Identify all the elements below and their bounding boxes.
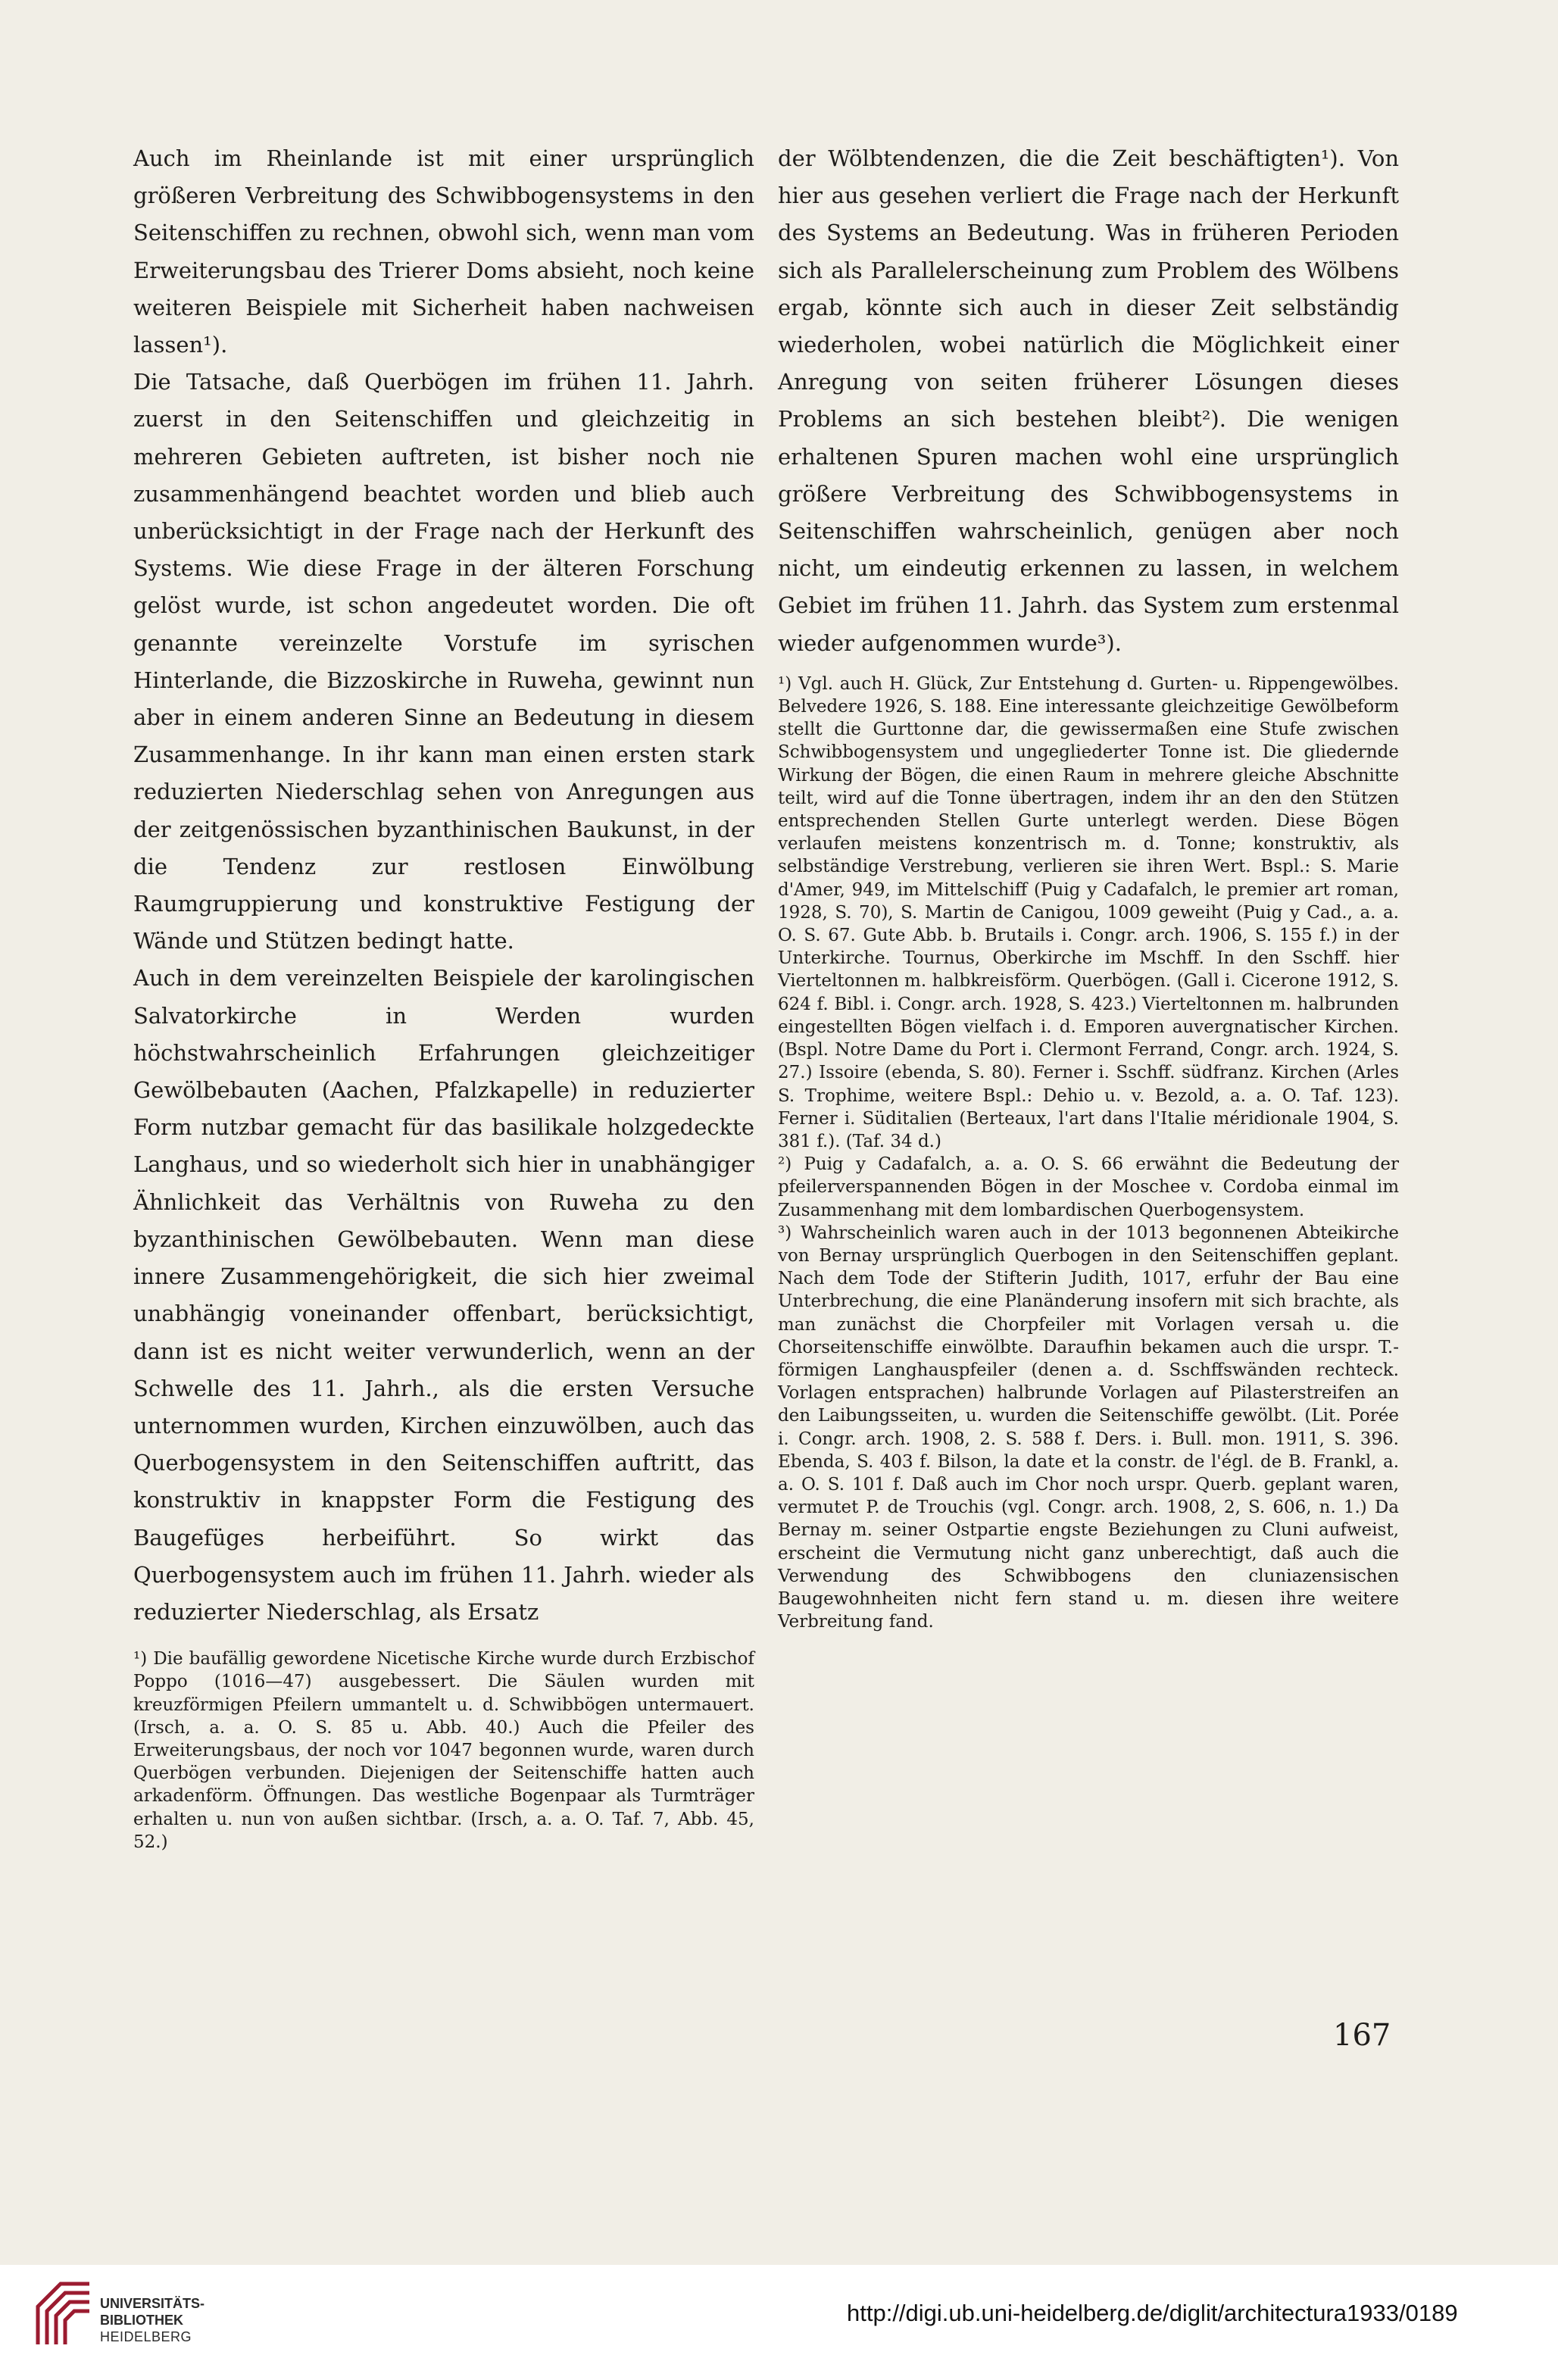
library-name-line: BIBLIOTHEK: [100, 2313, 183, 2328]
footnote: ¹) Vgl. auch H. Glück, Zur Entstehung d. Gurten- u. Rippengewölbes. Belvedere 1926, S. 188. Eine interessante gleichzeitige Gewölbeform stellt die Gurttonne dar, die gewissermaßen eine Stufe zwischen Schwibbogensystem und ungegliederter Tonne ist. Die gliedernde Wirkung der Bögen, die einen Raum in mehrere gleiche Abschnitte teilt, wird auf die Tonne übertragen, indem ihr an den den Stützen entsprechenden Stellen Gurte unterlegt werden. Diese Bögen verlaufen meistens konzentrisch m. d. Tonne; konstruktiv, als selbständige Verstrebung, verlieren sie ihren Wert. Bspl.: S. Marie d'Amer, 949, im Mittelschiff (Puig y Cadafalch, le premier art roman, 1928, S. 70), S. Martin de Canigou, 1009 geweiht (Puig y Cad., a. a. O. S. 67. Gute Abb. b. Brutails i. Congr. arch. 1906, S. 155 f.) in der Unterkirche. Tournus, Oberkirche im Mschff. In den Sschff. hier Vierteltonnen m. halbkreisförm. Querbögen. (Gall i. Cicerone 1912, S. 624 f. Bibl. i. Congr. arch. 1928, S. 423.) Vierteltonnen m. halbrunden eingestellten Bögen vielfach i. d. Emporen auvergnatischer Kirchen. (Bspl. Notre Dame du Port i. Clermont Ferrand, Congr. arch. 1924, S. 27.) Issoire (ebenda, S. 80). Ferner i. Sschff. südfranz. Kirchen (Arles S. Trophime, weitere Bspl.: Dehio u. v. Bezold, a. a. O. Taf. 123). Ferner i. Süditalien (Berteaux, l'art dans l'Italie méridionale 1904, S. 381 f.). (Taf. 34 d.): [778, 673, 1399, 1151]
footnote: ²) Puig y Cadafalch, a. a. O. S. 66 erwähnt die Bedeutung der pfeilerverspannenden Bögen in der Moschee v. Cordoba einmal im Zusammenhang mit dem lombardischen Querbogensystem.: [778, 1154, 1399, 1220]
source-url-link[interactable]: http://digi.ub.uni-heidelberg.de/diglit/architectura1933/0189: [847, 2300, 1458, 2326]
body-paragraph: der Wölbtendenzen, die die Zeit beschäftigten¹). Von hier aus gesehen verliert die Frage nach der Herkunft des Systems an Bedeutung. Was in früheren Perioden sich als Parallelerscheinung zum Problem des Wölbens ergab, könnte sich auch in dieser Zeit selbständig wiederholen, wobei natürlich die Möglichkeit einer Anregung von seiten früherer Lösungen dieses Problems an sich bestehen bleibt²). Die wenigen erhaltenen Spuren machen wohl eine ursprünglich größere Verbreitung des Schwibbogensystems in Seitenschiffen wahrscheinlich, genügen aber noch nicht, um eindeutig erkennen zu lassen, in welchem Gebiet im frühen 11. Jahrh. das System zum erstenmal wieder aufgenommen wurde³).: [778, 145, 1399, 656]
library-name-line: HEIDELBERG: [100, 2329, 192, 2344]
body-paragraph: Auch in dem vereinzelten Beispiele der karolingischen Salvatorkirche in Werden wurden höchstwahrscheinlich Erfahrungen gleichzeitiger Gewölbebauten (Aachen, Pfalzkapelle) in reduzierter Form nutzbar gemacht für das basilikale holzgedeckte Langhaus, und so wiederholt sich hier in unabhängiger Ähnlichkeit das Verhältnis von Ruweha zu den byzanthinischen Gewölbebauten. Wenn man diese innere Zusammengehörigkeit, die sich hier zweimal unabhängig voneinander offenbart, berücksichtigt, dann ist es nicht weiter verwunderlich, wenn an der Schwelle des 11. Jahrh., als die ersten Versuche unternommen wurden, Kirchen einzuwölben, auch das Querbogensystem in den Seitenschiffen auftritt, das konstruktiv in knappster Form die Festigung des Baugefüges herbeiführt. So wirkt das Querbogensystem auch im frühen 11. Jahrh. wieder als reduzierter Niederschlag, als Ersatz: [133, 965, 754, 1625]
footnote: ³) Wahrscheinlich waren auch in der 1013 begonnenen Abteikirche von Bernay ursprünglich Querbogen in den Seitenschiffen geplant. Nach dem Tode der Stifterin Judith, 1017, erfuhr der Bau eine Unterbrechung, die eine Planänderung insofern mit sich brachte, als man zunächst die Chorpfeiler mit Vorlagen versah u. die Chorseitenschiffe einwölbte. Daraufhin bekamen auch die urspr. T.-förmigen Langhauspfeiler (denen a. d. Sschffswänden rechteck. Vorlagen entsprachen) halbrunde Vorlagen auf Pilasterstreifen an den Laibungsseiten, u. wurden die Seitenschiffe gewölbt. (Lit. Porée i. Congr. arch. 1908, 2. S. 588 f. Ders. i. Bull. mon. 1911, S. 396. Ebenda, S. 403 f. Bilson, la date et la constr. de l'égl. de B. Frankl, a. a. O. S. 101 f. Daß auch im Chor noch urspr. Querb. geplant waren, vermutet P. de Trouchis (vgl. Congr. arch. 1908, 2, S. 606, n. 1.) Da Bernay m. seiner Ostpartie engste Beziehungen zu Cluni aufweist, erscheint die Vermutung nicht ganz unberechtigt, daß auch die Verwendung des Schwibbogens den cluniazensischen Baugewohnheiten nicht fern stand u. m. diesen ihre weitere Verbreitung fand.: [778, 1223, 1399, 1632]
body-paragraph: Die Tatsache, daß Querbögen im frühen 11. Jahrh. zuerst in den Seitenschiffen und gleichzeitig in mehreren Gebieten auftreten, ist bisher noch nie zusammenhängend beachtet worden und blieb auch unberücksichtigt in der Frage nach der Herkunft des Systems. Wie diese Frage in der älteren Forschung gelöst wurde, ist schon angedeutet worden. Die oft genannte vereinzelte Vorstufe im syrischen Hinterlande, die Bizzoskirche in Ruweha, gewinnt nun aber in einem anderen Sinne an Bedeutung in diesem Zusammenhange. In ihr kann man einen ersten stark reduzierten Niederschlag sehen von Anregungen aus der zeitgenössischen byzanthinischen Baukunst, in der die Tendenz zur restlosen Einwölbung Raumgruppierung und konstruktive Festigung der Wände und Stützen bedingt hatte.: [133, 369, 754, 954]
page-number: 167: [1333, 2018, 1391, 2053]
footnote: ¹) Die baufällig gewordene Nicetische Kirche wurde durch Erzbischof Poppo (1016—47) ausgebessert. Die Säulen wurden mit kreuzförmigen Pfeilern ummantelt u. d. Schwibbögen untermauert. (Irsch, a. a. O. S. 85 u. Abb. 40.) Auch die Pfeiler des Erweiterungsbaus, der noch vor 1047 begonnen wurde, waren durch Querbögen verbunden. Diejenigen der Seitenschiffe hatten auch arkadenförm. Öffnungen. Das westliche Bogenpaar als Turmträger erhalten u. nun von außen sichtbar. (Irsch, a. a. O. Taf. 7, Abb. 45, 52.): [133, 1649, 754, 1852]
library-name-line: UNIVERSITÄTS-: [100, 2296, 205, 2311]
ub-heidelberg-logo-icon[interactable]: [30, 2276, 97, 2352]
body-paragraph: Auch im Rheinlande ist mit einer ursprünglich größeren Verbreitung des Schwibbogensystems in den Seitenschiffen zu rechnen, obwohl sich, wenn man vom Erweiterungsbau des Trierer Doms absieht, noch keine weiteren Beispiele mit Sicherheit haben nachweisen lassen¹).: [133, 145, 754, 358]
right-column: [778, 140, 1399, 1633]
left-column: [133, 140, 754, 1854]
library-name: [100, 2295, 205, 2345]
